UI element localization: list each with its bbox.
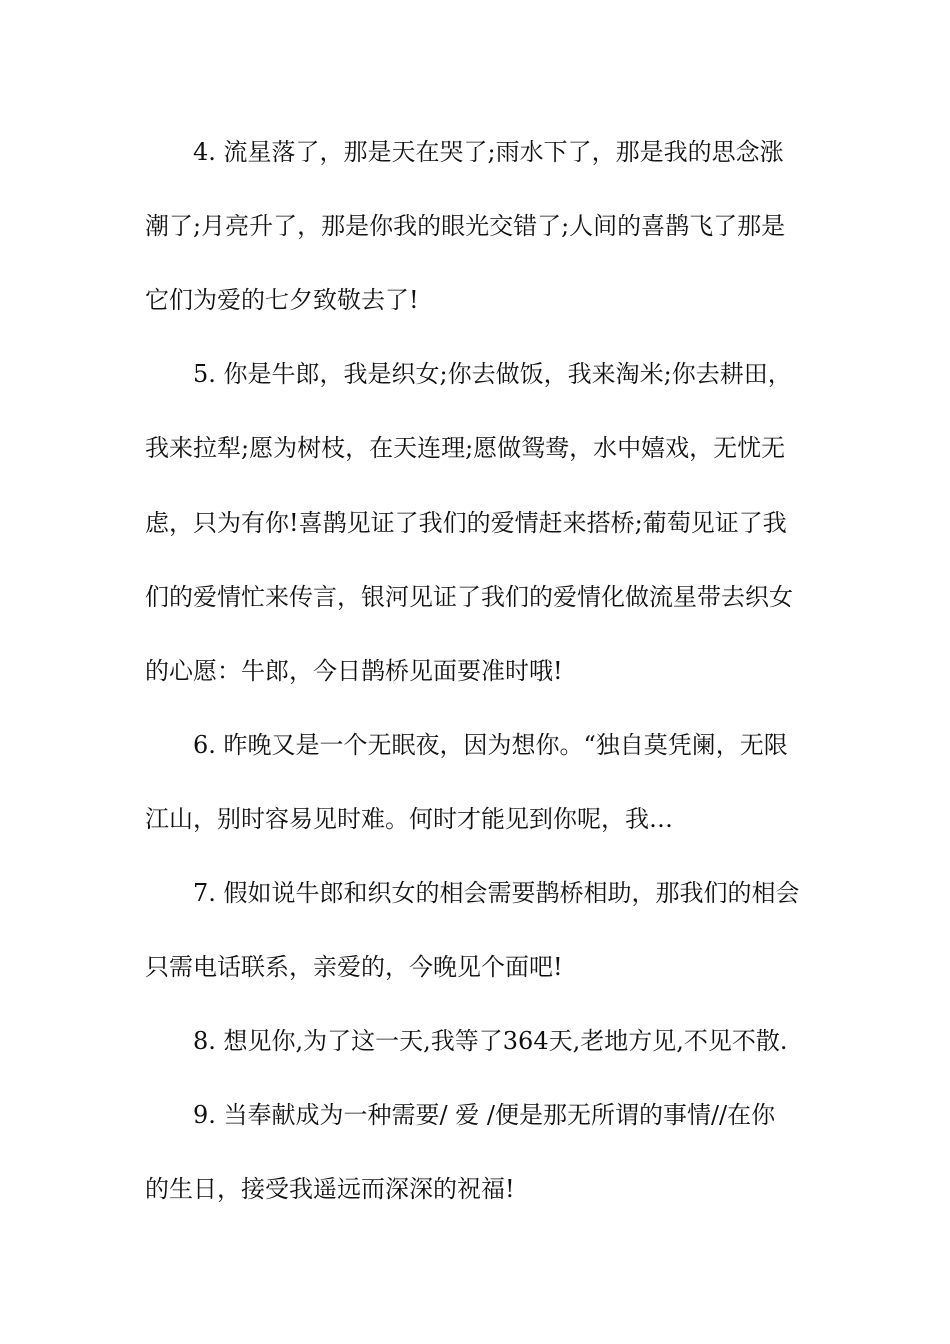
paragraph-6-line-1: 6. 昨晚又是一个无眠夜，因为想你。“独自莫凭阑，无限 — [193, 731, 788, 759]
paragraph-4-line-1: 4. 流星落了，那是天在哭了;雨水下了，那是我的思念涨 — [193, 138, 784, 166]
paragraph-7-line-1: 7. 假如说牛郎和织女的相会需要鹊桥相助，那我们的相会 — [193, 879, 800, 907]
paragraph-8-line-1: 8. 想见你,为了这一天,我等了364天,老地方见,不见不散. — [193, 1027, 788, 1055]
paragraph-4-line-2: 潮了;月亮升了，那是你我的眼光交错了;人间的喜鹊飞了那是 — [145, 212, 786, 240]
paragraph-5-line-5: 的心愿：牛郎，今日鹊桥见面要准时哦! — [145, 657, 563, 685]
paragraph-9-line-2: 的生日，接受我遥远而深深的祝福! — [145, 1175, 515, 1203]
paragraph-7-line-2: 只需电话联系，亲爱的，今晚见个面吧! — [145, 953, 563, 981]
paragraph-9-line-1: 9. 当奉献成为一种需要/ 爱 /便是那无所谓的事情//在你 — [193, 1101, 776, 1129]
paragraph-5-line-3: 虑，只为有你!喜鹊见证了我们的爱情赶来搭桥;葡萄见证了我 — [145, 509, 787, 537]
paragraph-4-line-3: 它们为爱的七夕致敬去了! — [145, 286, 419, 314]
paragraph-5-line-4: 们的爱情忙来传言，银河见证了我们的爱情化做流星带去织女 — [145, 583, 793, 611]
paragraph-6-line-2: 江山，别时容易见时难。何时才能见到你呢，我… — [145, 805, 673, 833]
paragraph-5-line-2: 我来拉犁;愿为树枝，在天连理;愿做鸳鸯，水中嬉戏，无忧无 — [145, 434, 786, 462]
paragraph-5-line-1: 5. 你是牛郎，我是织女;你去做饭，我来淘米;你去耕田， — [193, 360, 792, 388]
